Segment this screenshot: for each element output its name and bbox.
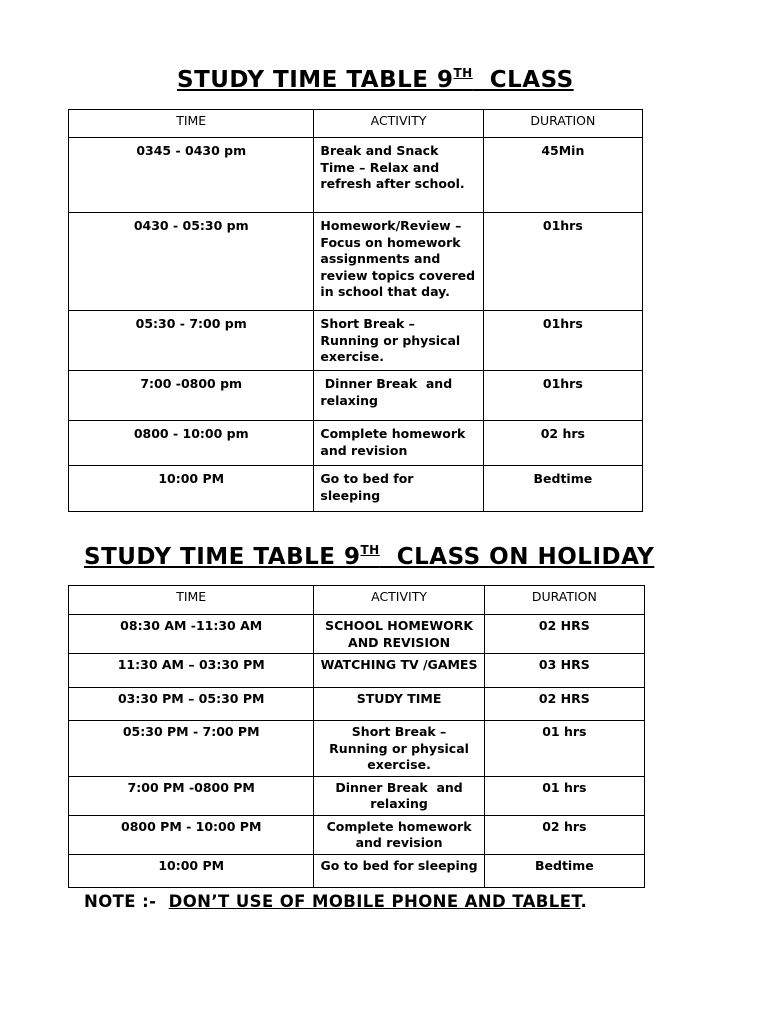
page-title [177,66,574,93]
holiday-title [84,543,654,570]
activity-cell: Short Break – Running or physical exercise. [314,311,483,371]
duration-cell: 01 hrs [484,721,644,777]
weekday-timetable [68,109,643,512]
duration-cell: 01hrs [483,371,642,421]
table-row [69,138,643,213]
activity-cell: Homework/Review – Focus on homework assignments and review topics covered in school that day. [314,213,483,311]
title-end: CLASS [472,67,574,93]
duration-cell: 03 HRS [484,654,644,688]
title-superscript: TH [360,543,380,557]
activity-cell: Dinner Break and relaxing [314,371,483,421]
duration-cell: 01hrs [483,213,642,311]
duration-cell: 01hrs [483,311,642,371]
title-superscript: TH [453,66,473,80]
activity-cell: SCHOOL HOMEWORK AND REVISION [314,615,484,654]
time-cell: 0800 - 10:00 pm [69,421,314,466]
header-duration: DURATION [483,110,642,138]
time-cell: 08:30 AM -11:30 AM [69,615,314,654]
header-activity: ACTIVITY [314,110,483,138]
time-cell: 05:30 PM - 7:00 PM [69,721,314,777]
time-cell: 11:30 AM – 03:30 PM [69,654,314,688]
time-cell: 03:30 PM – 05:30 PM [69,688,314,721]
time-cell: 05:30 - 7:00 pm [69,311,314,371]
note [84,892,587,911]
table-row [69,776,645,815]
table-row [69,213,643,311]
time-cell: 0430 - 05:30 pm [69,213,314,311]
title-text: STUDY TIME TABLE 9 [177,67,454,93]
table-row [69,421,643,466]
table-row [69,688,645,721]
duration-cell: Bedtime [484,854,644,887]
activity-cell: Break and Snack Time – Relax and refresh after school. [314,138,483,213]
title-text: STUDY TIME TABLE 9 [84,544,361,570]
header-time: TIME [69,586,314,615]
duration-cell: 02 HRS [484,615,644,654]
duration-cell: 45Min [483,138,642,213]
table-row [69,721,645,777]
table-header-row [69,110,643,138]
table-row [69,311,643,371]
title-end: CLASS ON HOLIDAY [379,544,655,570]
table-header-row [69,586,645,615]
holiday-timetable [68,585,645,888]
header-activity: ACTIVITY [314,586,484,615]
time-cell: 0345 - 0430 pm [69,138,314,213]
activity-cell: Complete homework and revision [314,815,484,854]
duration-cell: 02 HRS [484,688,644,721]
activity-cell: Short Break – Running or physical exercise. [314,721,484,777]
table-row [69,371,643,421]
activity-cell: Dinner Break and relaxing [314,776,484,815]
time-cell: 7:00 PM -0800 PM [69,776,314,815]
time-cell: 10:00 PM [69,854,314,887]
table-row [69,615,645,654]
table-row [69,654,645,688]
activity-cell: Go to bed for sleeping [314,854,484,887]
time-cell: 7:00 -0800 pm [69,371,314,421]
duration-cell: 02 hrs [483,421,642,466]
table-row [69,815,645,854]
activity-cell: Go to bed for sleeping [314,466,483,512]
activity-cell: Complete homework and revision [314,421,483,466]
note-label: NOTE :- [84,892,169,911]
time-cell: 10:00 PM [69,466,314,512]
activity-cell: WATCHING TV /GAMES [314,654,484,688]
note-text: DON’T USE OF MOBILE PHONE AND TABLET [168,892,581,911]
duration-cell: Bedtime [483,466,642,512]
header-duration: DURATION [484,586,644,615]
table-row [69,466,643,512]
time-cell: 0800 PM - 10:00 PM [69,815,314,854]
table-row [69,854,645,887]
duration-cell: 02 hrs [484,815,644,854]
note-end: . [580,892,588,911]
activity-cell: STUDY TIME [314,688,484,721]
header-time: TIME [69,110,314,138]
duration-cell: 01 hrs [484,776,644,815]
